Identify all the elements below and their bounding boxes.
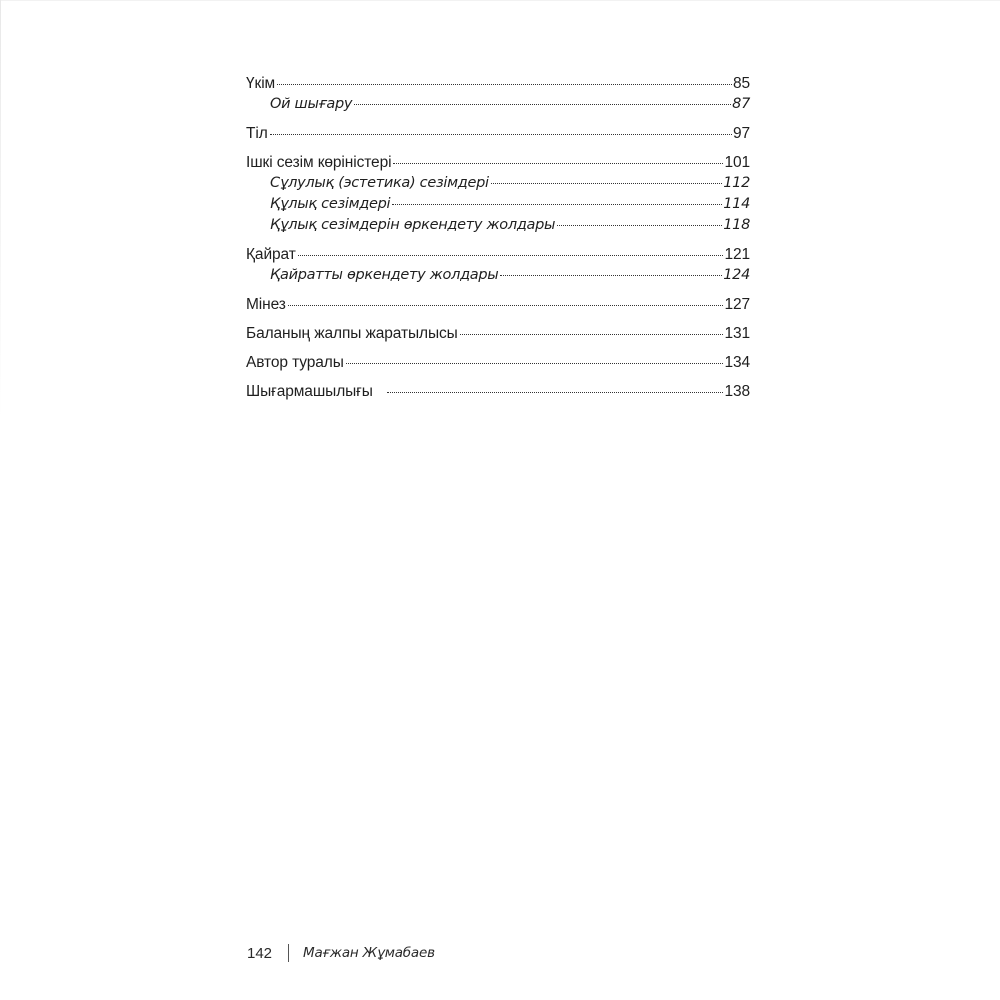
toc-entry-page: 97 xyxy=(732,125,750,142)
toc-entry[interactable] xyxy=(246,123,750,144)
dot-leader xyxy=(491,183,722,184)
dot-leader xyxy=(500,275,722,276)
dot-leader xyxy=(557,225,722,226)
toc-entry-page: 121 xyxy=(724,246,750,263)
toc-entry-title: Ішкі сезім көріністері xyxy=(246,154,392,171)
dot-leader xyxy=(277,84,732,85)
running-author: Мағжан Жұмабаев xyxy=(303,945,435,961)
dot-leader xyxy=(387,392,724,393)
toc-entry-page: 134 xyxy=(724,354,750,371)
toc-group xyxy=(246,294,750,315)
dot-leader xyxy=(270,134,732,135)
toc-entry-page: 118 xyxy=(723,217,750,233)
footer-divider xyxy=(288,944,289,962)
toc-group xyxy=(246,73,750,115)
toc-group xyxy=(246,352,750,373)
dot-leader xyxy=(298,255,724,256)
toc-entry[interactable] xyxy=(246,352,750,373)
toc-subentry[interactable] xyxy=(246,215,750,236)
toc-subentry[interactable] xyxy=(246,173,750,194)
toc-entry-title: Қайратты өркендету жолдары xyxy=(270,267,499,283)
toc-entry-page: 112 xyxy=(723,175,750,191)
toc-entry-page: 85 xyxy=(732,75,750,92)
toc-entry-page: 114 xyxy=(723,196,750,212)
toc-entry-title: Тіл xyxy=(246,125,268,142)
toc-group xyxy=(246,152,750,236)
toc-entry[interactable] xyxy=(246,73,750,94)
toc-subentry[interactable] xyxy=(246,194,750,215)
toc-entry-page: 101 xyxy=(724,154,750,171)
toc-entry-page: 87 xyxy=(732,96,750,112)
toc-entry-page: 131 xyxy=(724,325,750,342)
toc-entry[interactable] xyxy=(246,323,750,344)
toc-entry[interactable] xyxy=(246,381,750,402)
toc-entry-title: Құлық сезімдері xyxy=(270,196,391,212)
page-number: 142 xyxy=(247,944,273,962)
page-edge-shadow xyxy=(0,0,1,420)
toc-entry-title: Үкім xyxy=(246,75,276,92)
toc-group xyxy=(246,323,750,344)
toc-entry-title: Құлық сезімдерін өркендету жолдары xyxy=(270,217,556,233)
toc-entry[interactable] xyxy=(246,152,750,173)
toc-entry[interactable] xyxy=(246,294,750,315)
toc-entry-title: Автор туралы xyxy=(246,354,344,371)
toc-entry-title: Қайрат xyxy=(246,246,296,263)
toc-entry[interactable] xyxy=(246,244,750,265)
dot-leader xyxy=(288,305,724,306)
toc-entry-page: 127 xyxy=(724,296,750,313)
toc-subentry[interactable] xyxy=(246,94,750,115)
toc-entry-title: Мінез xyxy=(246,296,286,313)
dot-leader xyxy=(392,204,722,205)
dot-leader xyxy=(393,163,723,164)
page-footer xyxy=(247,944,435,962)
toc-subentry[interactable] xyxy=(246,265,750,286)
toc-entry-page: 138 xyxy=(724,383,750,400)
dot-leader xyxy=(354,104,731,105)
dot-leader xyxy=(460,334,724,335)
toc-group xyxy=(246,244,750,286)
toc-entry-page: 124 xyxy=(723,267,750,283)
toc-entry-title: Шығармашылығы xyxy=(246,383,373,400)
toc-entry-title: Сұлулық (эстетика) сезімдері xyxy=(270,175,489,191)
table-of-contents xyxy=(246,73,750,410)
toc-entry-title: Ой шығару xyxy=(270,96,353,112)
toc-entry-title: Баланың жалпы жаратылысы xyxy=(246,325,458,342)
page-edge xyxy=(0,0,1000,1)
toc-group xyxy=(246,381,750,402)
dot-leader xyxy=(346,363,724,364)
toc-group xyxy=(246,123,750,144)
